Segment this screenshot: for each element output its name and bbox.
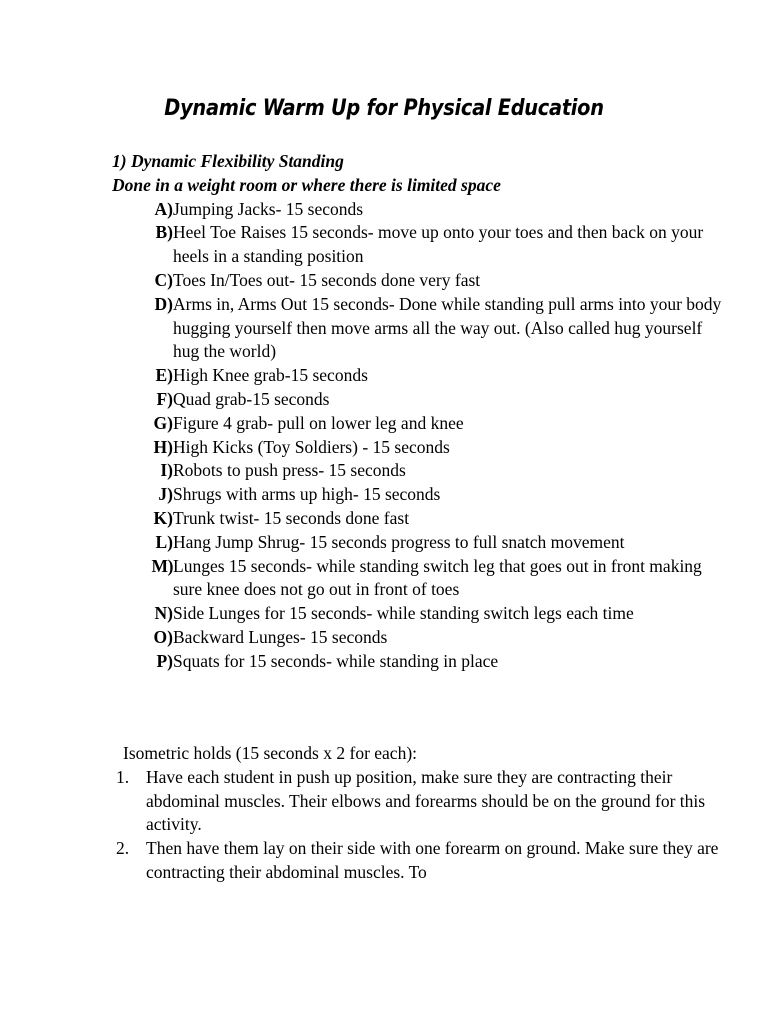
item-marker: M) <box>151 555 173 576</box>
item-text: Toes In/Toes out- 15 seconds done very fast <box>173 269 481 290</box>
item-text: Have each student in push up position, make sure they are contracting their abdominal muscles. Their elbows and forearms should be on the ground for this activity. <box>146 766 706 835</box>
list-item <box>112 459 732 483</box>
item-text: Quad grab-15 seconds <box>173 388 330 409</box>
list-item <box>112 483 732 507</box>
list-item <box>112 269 732 293</box>
item-marker: P) <box>156 650 173 671</box>
item-marker: B) <box>155 222 173 243</box>
document-title: Dynamic Warm Up for Physical Education <box>164 96 604 121</box>
item-text: Then have them lay on their side with one forearm on ground. Make sure they are contracting their abdominal muscles. To <box>146 838 719 882</box>
item-marker: I) <box>160 460 173 481</box>
list-item <box>112 198 732 222</box>
item-marker: K) <box>153 507 173 528</box>
list-item <box>112 531 732 555</box>
item-marker: D) <box>154 293 173 314</box>
item-text: High Knee grab-15 seconds <box>173 365 368 386</box>
exercise-list <box>112 198 732 674</box>
list-item <box>112 293 732 364</box>
item-marker: F) <box>156 388 173 409</box>
item-text: Lunges 15 seconds- while standing switch leg that goes out in front making sure knee does not go out in front of toes <box>173 555 702 600</box>
item-text: Heel Toe Raises 15 seconds- move up onto your toes and then back on your heels in a standing position <box>173 222 704 267</box>
list-item <box>112 507 732 531</box>
item-text: Robots to push press- 15 seconds <box>173 460 406 481</box>
list-item <box>112 602 732 626</box>
isometric-section <box>112 742 732 885</box>
item-marker: N) <box>154 603 173 624</box>
isometric-list <box>112 766 732 885</box>
list-item <box>112 555 732 603</box>
item-text: Backward Lunges- 15 seconds <box>173 626 388 647</box>
isometric-heading: Isometric holds (15 seconds x 2 for each): <box>123 743 418 763</box>
item-text: Arms in, Arms Out 15 seconds- Done while standing pull arms into your body hugging yourself then move arms all the way out. (Also called hug yourself hug the world) <box>173 293 722 362</box>
item-marker: C) <box>154 269 173 290</box>
item-text: Hang Jump Shrug- 15 seconds progress to full snatch movement <box>173 531 625 552</box>
item-marker: J) <box>158 484 173 505</box>
list-item <box>112 766 732 837</box>
item-text: High Kicks (Toy Soldiers) - 15 seconds <box>173 436 450 457</box>
dynamic-flexibility-section <box>112 150 732 674</box>
item-text: Side Lunges for 15 seconds- while standing switch legs each time <box>173 603 634 624</box>
item-text: Squats for 15 seconds- while standing in place <box>173 650 499 671</box>
item-marker: A) <box>154 198 173 219</box>
item-marker: E) <box>155 365 173 386</box>
list-item <box>112 650 732 674</box>
item-marker: H) <box>153 436 173 457</box>
list-item <box>112 412 732 436</box>
item-marker: G) <box>153 412 173 433</box>
item-text: Shrugs with arms up high- 15 seconds <box>173 484 441 505</box>
section-heading: 1) Dynamic Flexibility Standing <box>112 151 344 171</box>
item-text: Figure 4 grab- pull on lower leg and knee <box>173 412 464 433</box>
list-item <box>112 388 732 412</box>
list-item <box>112 837 732 885</box>
list-item <box>112 221 732 269</box>
list-item <box>112 436 732 460</box>
item-marker: L) <box>155 531 173 552</box>
list-item <box>112 626 732 650</box>
item-number: 1. <box>116 766 130 787</box>
section-subheading: Done in a weight room or where there is limited space <box>112 174 501 195</box>
item-text: Jumping Jacks- 15 seconds <box>173 198 364 219</box>
list-item <box>112 364 732 388</box>
item-text: Trunk twist- 15 seconds done fast <box>173 507 410 528</box>
item-marker: O) <box>153 626 173 647</box>
item-number: 2. <box>116 838 130 859</box>
